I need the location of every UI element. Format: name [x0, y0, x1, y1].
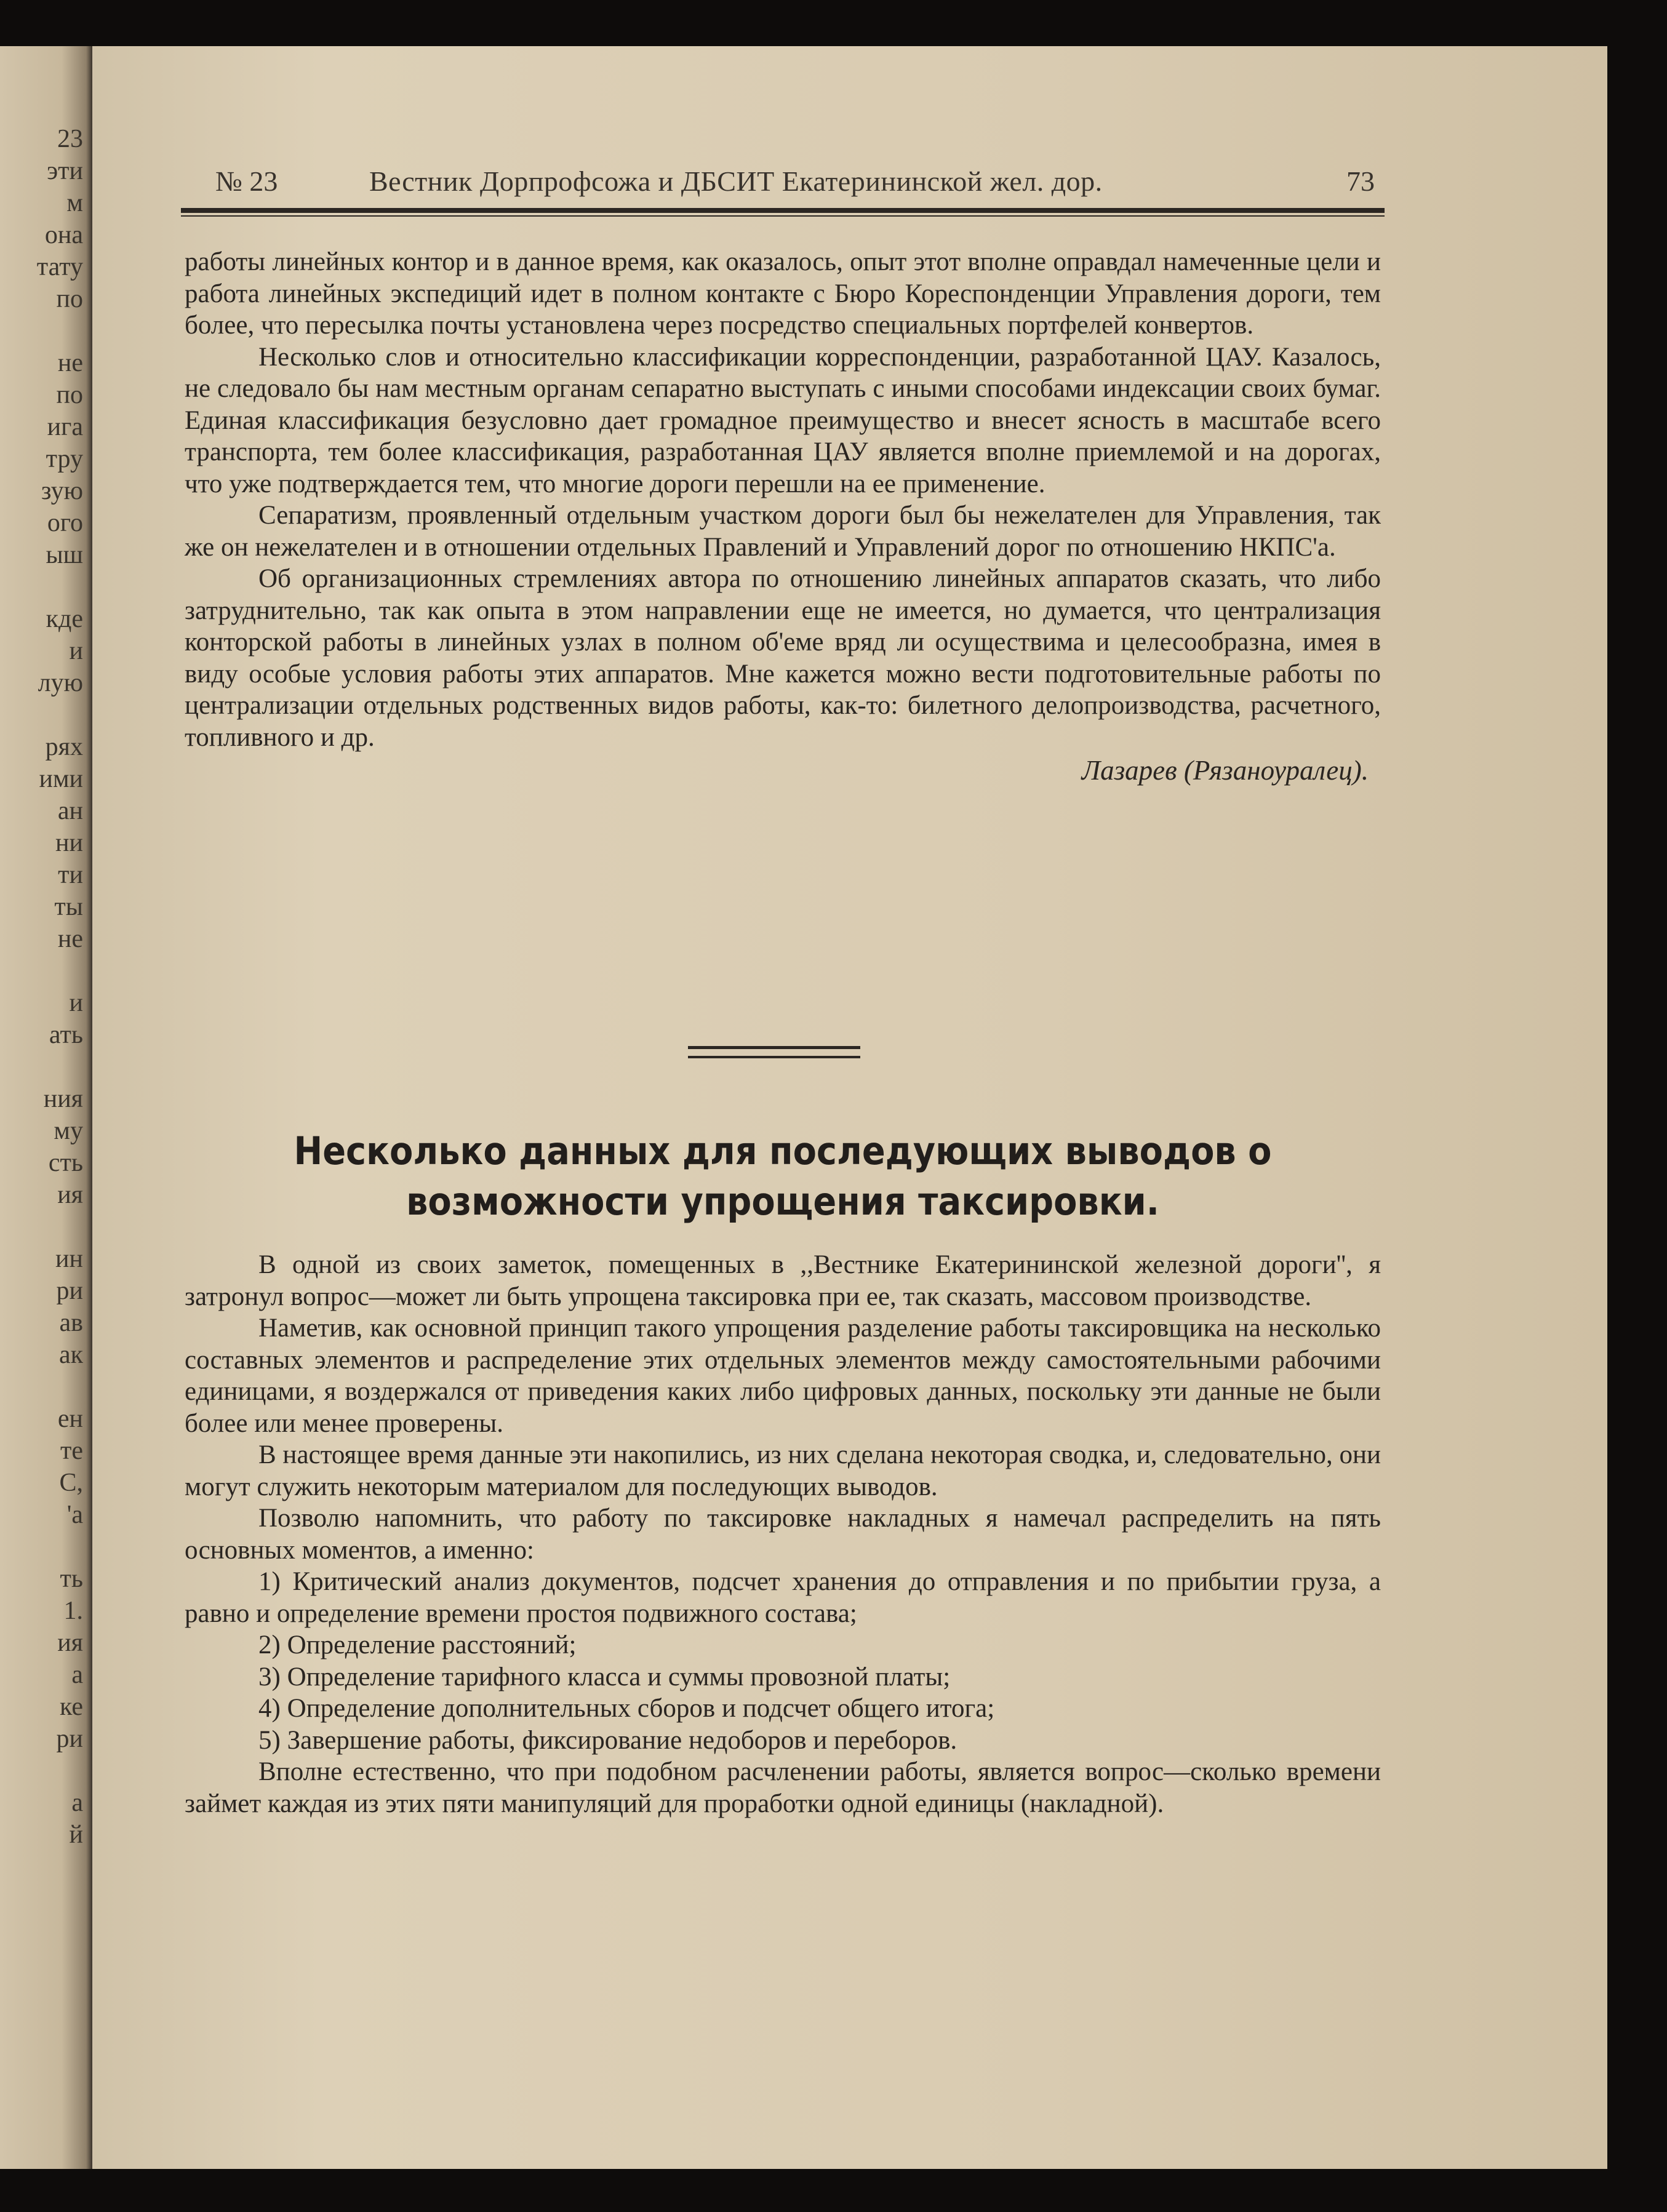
margin-fragment: ты	[54, 893, 83, 921]
list-item: 1) Критический анализ документов, подсчет хранения до отправления и по прибытии груза, а равно и определение времени простоя подвижного состава;	[185, 1567, 1381, 1628]
margin-fragment	[0, 1211, 83, 1243]
margin-fragment	[0, 955, 83, 987]
author-signature: Лазарев (Рязаноуралец).	[1081, 755, 1369, 786]
paragraph: Сепаратизм, проявленный отдельным участком дороги был бы нежелателен для Управления, так же он нежелателен и в отношении отдельных Правлений и Управлений дорог по отношению НКПС'а.	[185, 501, 1381, 562]
margin-fragment: а	[71, 1661, 83, 1689]
margin-fragment: эти	[47, 157, 83, 185]
margin-fragment: она	[44, 221, 83, 249]
header-rule-thin	[181, 215, 1385, 217]
margin-fragment: а	[71, 1789, 83, 1817]
paragraph: Об организационных стремлениях автора по отношению линейных аппаратов сказать, что либо затруднительно, так как опыта в этом направлении еще не имеется, но думается, что централизация конторской работы в линейных узлах в полном об'еме вряд ли осуществима и целесообразна, имея в виду особые условия работы этих аппаратов. Мне кажется можно вести подготовительные работы по централизации отдельных родственных видов работы, как-то: билетного делопроизводства, расчетного, топливного и др.	[185, 564, 1381, 752]
margin-fragment: 1.	[63, 1597, 83, 1625]
margin-fragment: С,	[59, 1469, 83, 1497]
margin-fragment: 'а	[66, 1501, 83, 1529]
margin-fragment: не	[57, 925, 83, 953]
margin-fragment: ни	[55, 829, 83, 857]
article-heading: Несколько данных для последующих выводов о возможности упрощения таксировки.	[294, 1128, 1272, 1224]
margin-fragment: ия	[57, 1629, 83, 1657]
margin-fragment: ого	[47, 509, 83, 537]
paragraph: В настоящее время данные эти накопились, из них сделана некоторая сводка, и, следовательно, они могут служить некоторым материалом для последующих выводов.	[185, 1440, 1381, 1501]
margin-fragment: ать	[49, 1021, 83, 1049]
margin-fragment: му	[54, 1117, 83, 1145]
article-continuation	[185, 246, 1381, 786]
margin-fragment: тру	[46, 445, 83, 473]
margin-fragment: ия	[57, 1181, 83, 1209]
margin-fragment: ыш	[46, 541, 83, 569]
list-item: 5) Завершение работы, фиксирование недоборов и переборов.	[258, 1725, 957, 1755]
margin-fragment: ими	[39, 765, 83, 793]
margin-fragment: ния	[43, 1085, 83, 1113]
margin-fragment: ри	[56, 1277, 83, 1305]
list-item: 3) Определение тарифного класса и суммы провозной платы;	[258, 1662, 951, 1691]
margin-fragment: те	[60, 1437, 83, 1465]
margin-fragment: лую	[38, 669, 83, 697]
margin-fragment: ав	[59, 1309, 83, 1337]
margin-fragment: 23	[57, 125, 83, 153]
list-item: 4) Определение дополнительных сборов и подсчет общего итога;	[258, 1694, 995, 1723]
margin-fragment: ен	[57, 1405, 83, 1433]
margin-fragment	[0, 1755, 83, 1787]
margin-fragment: рях	[45, 733, 83, 761]
paragraph: Несколько слов и относительно классификации корреспонденции, разработанной ЦАУ. Казалось, не следовало бы нам местным органам сепаратно выступать с иными способами индексации своих бумаг. Единая классификация безусловно дает громадное преимущество и внесет ясность в масштабе всего транспорта, тем более классификация, разработанная ЦАУ является вполне приемлемой и на дорогах, что уже подтверждается тем, что многие дороги перешли на ее применение.	[185, 342, 1381, 498]
list-item: 2) Определение расстояний;	[258, 1631, 577, 1659]
margin-fragment: ке	[59, 1693, 83, 1721]
margin-fragment: кде	[46, 605, 83, 633]
margin-fragment: ть	[60, 1565, 83, 1593]
margin-fragment: тату	[36, 253, 83, 281]
margin-fragment: ти	[58, 861, 83, 889]
issue-number: № 23	[215, 166, 278, 197]
paragraph: Позволю напомнить, что работу по таксировке накладных я намечал распределить на пять основных моментов, а именно:	[185, 1504, 1381, 1565]
journal-title: Вестник Дорпрофсожа и ДБСИТ Екатерининской жел. дор.	[369, 166, 1103, 197]
margin-fragment: сть	[48, 1149, 83, 1177]
margin-fragment	[0, 699, 83, 731]
margin-fragment: ига	[47, 413, 83, 441]
header-rule	[181, 208, 1385, 213]
page-number: 73	[1346, 166, 1375, 197]
margin-fragment	[0, 1531, 83, 1563]
margin-fragment	[0, 1051, 83, 1083]
margin-fragment: по	[56, 285, 83, 313]
paragraph: В одной из своих заметок, помещенных в ,,Вестнике Екатерининской железной дороги'', я затронул вопрос—может ли быть упрощена таксировка при ее, так сказать, массовом производстве.	[185, 1250, 1381, 1311]
margin-fragment: й	[69, 1821, 83, 1849]
article-body	[185, 1249, 1381, 1819]
paragraph: Вполне естественно, что при подобном расчленении работы, является вопрос—сколько времени займет каждая из этих пяти манипуляций для проработки одной единицы (накладной).	[185, 1757, 1381, 1818]
margin-fragment: ин	[55, 1245, 83, 1273]
margin-fragment	[0, 315, 83, 347]
margin-fragment	[0, 1371, 83, 1403]
paragraph: работы линейных контор и в данное время, как оказалось, опыт этот вполне оправдал намеченные цели и работа линейных экспедиций идет в полном контакте с Бюро Кореспонденции Управления дороги, тем более, что пересылка почты установлена через посредство специальных портфелей конвертов.	[185, 247, 1381, 340]
margin-fragment: м	[66, 189, 83, 217]
margin-fragment: зую	[41, 477, 83, 505]
margin-fragment: и	[69, 637, 83, 665]
separator-line	[688, 1046, 860, 1049]
margin-fragment: ан	[57, 797, 83, 825]
margin-fragment	[0, 571, 83, 603]
separator-line	[688, 1056, 860, 1058]
margin-fragment: и	[69, 989, 83, 1017]
previous-page-margin-text	[0, 123, 83, 1907]
margin-fragment: не	[57, 349, 83, 377]
margin-fragment: ри	[56, 1725, 83, 1753]
margin-fragment: ак	[58, 1341, 83, 1369]
paragraph: Наметив, как основной принцип такого упрощения разделение работы таксировщика на несколько составных элементов и распределение этих отдельных элементов между самостоятельными рабочими единицами, я воздержался от приведения каких либо цифровых данных, поскольку эти данные не были более или менее проверены.	[185, 1314, 1381, 1438]
margin-fragment: по	[56, 381, 83, 409]
